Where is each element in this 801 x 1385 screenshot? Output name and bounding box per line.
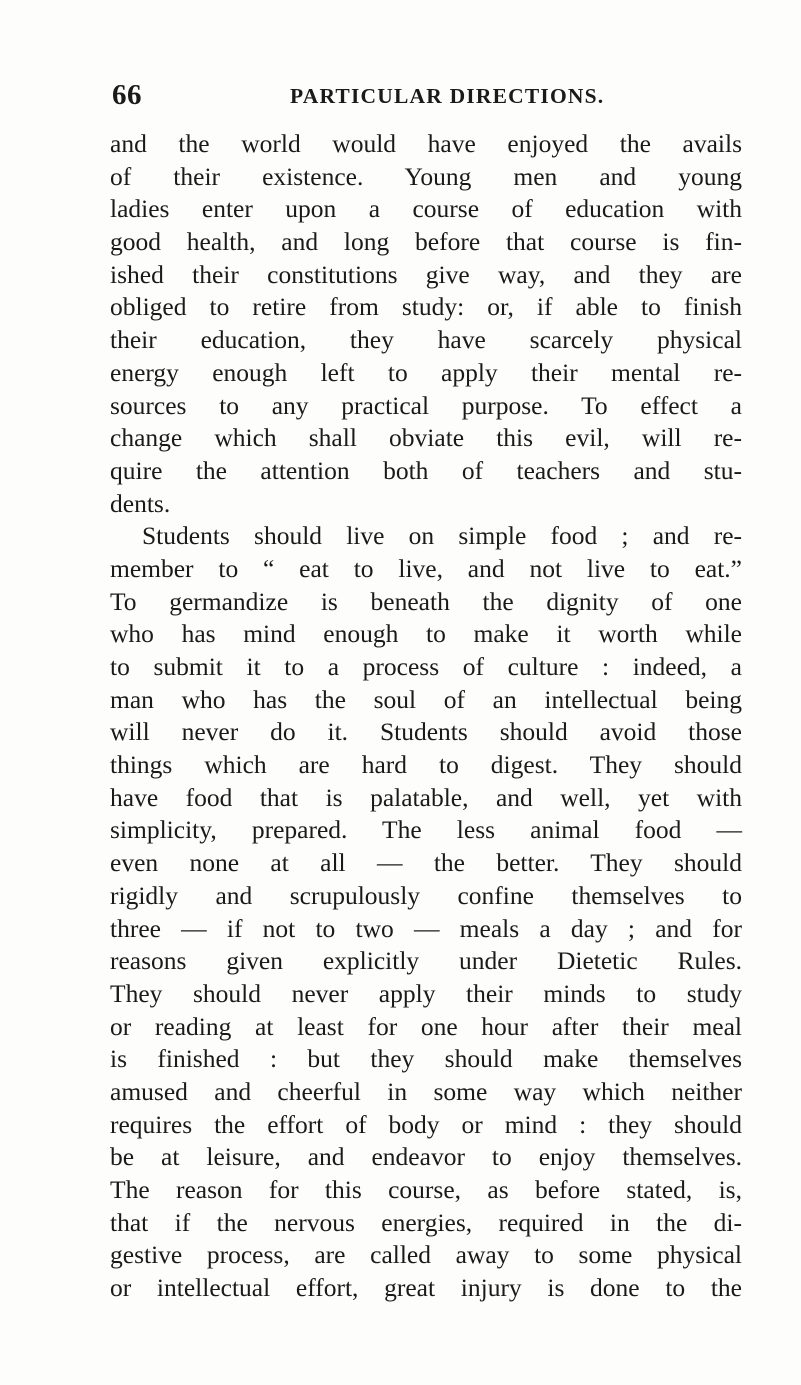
text-line: reasons given explicitly under Dietetic Rules. <box>110 946 742 976</box>
text-line: or reading at least for one hour after their meal <box>110 1011 742 1041</box>
text-line: To germandize is beneath the dignity of one <box>110 586 742 616</box>
text-line: The reason for this course, as before stated, is, <box>110 1175 742 1204</box>
text-line: ladies enter upon a course of education with <box>110 194 742 224</box>
text-line: simplicity, prepared. The less animal food — <box>110 815 742 845</box>
text-line: obliged to retire from study: or, if able to finish <box>110 292 742 322</box>
paragraph-start-line: Students should live on simple food ; and re- <box>142 521 742 551</box>
text-line: to submit it to a process of culture : indeed, a <box>110 652 742 681</box>
text-line: ished their constitutions give way, and they are <box>110 259 742 289</box>
text-line: three — if not to two — meals a day ; and for <box>110 913 742 943</box>
text-line: They should never apply their minds to study <box>110 978 742 1008</box>
text-line: will never do it. Students should avoid those <box>110 717 742 747</box>
text-line: energy enough left to apply their mental re- <box>110 357 742 387</box>
text-line: gestive process, are called away to some physical <box>110 1240 742 1270</box>
text-line: or intellectual effort, great injury is done to the <box>110 1273 742 1303</box>
body-text <box>110 128 742 1305</box>
text-line: dents. <box>110 488 171 518</box>
text-line: is finished : but they should make themselves <box>110 1044 742 1074</box>
text-line: member to “ eat to live, and not live to eat.” <box>110 553 742 583</box>
text-line: good health, and long before that course is fin- <box>110 227 742 257</box>
text-line: things which are hard to digest. They should <box>110 750 742 780</box>
running-header <box>112 78 732 112</box>
text-line: have food that is palatable, and well, yet with <box>110 782 742 812</box>
running-title: PARTICULAR DIRECTIONS. <box>290 84 605 108</box>
text-line: and the world would have enjoyed the avails <box>110 129 742 158</box>
page-number: 66 <box>112 79 142 111</box>
text-line: even none at all — the better. They should <box>110 848 742 878</box>
text-line: sources to any practical purpose. To effect a <box>110 390 742 420</box>
text-line: requires the effort of body or mind : they should <box>110 1109 742 1139</box>
text-line: of their existence. Young men and young <box>110 161 742 191</box>
text-line: be at leisure, and endeavor to enjoy themselves. <box>110 1142 742 1172</box>
text-line: amused and cheerful in some way which neither <box>110 1076 742 1106</box>
text-line: their education, they have scarcely physical <box>110 325 742 355</box>
text-line: man who has the soul of an intellectual being <box>110 684 742 714</box>
text-line: quire the attention both of teachers and stu- <box>110 455 742 485</box>
text-line: who has mind enough to make it worth while <box>110 619 742 649</box>
text-line: rigidly and scrupulously confine themselves to <box>110 880 742 910</box>
text-line: change which shall obviate this evil, will re- <box>110 423 742 453</box>
text-line: that if the nervous energies, required in the di- <box>110 1207 742 1237</box>
